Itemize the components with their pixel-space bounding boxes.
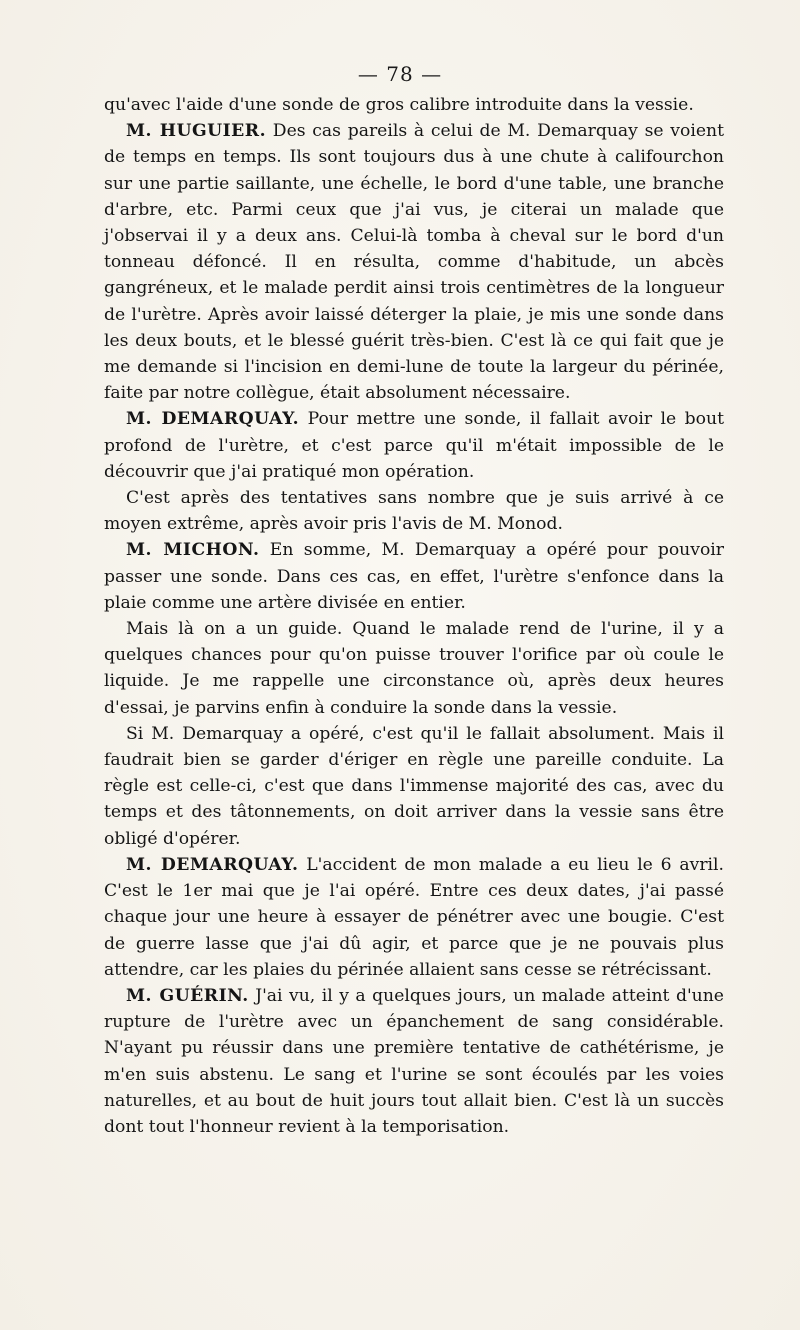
paragraph xyxy=(104,118,724,406)
speaker-name: M. GUÉRIN. xyxy=(126,985,249,1006)
paragraph xyxy=(104,616,724,721)
body-text xyxy=(104,92,724,1140)
speaker-name: M. MICHON. xyxy=(126,540,260,561)
page-number: — 78 — xyxy=(357,62,443,86)
paragraph-text: C'est après des tentatives sans nombre que je suis arrivé à ce moyen extrême, après avoir pris l'avis de M. Monod. xyxy=(104,488,724,535)
paragraph xyxy=(104,852,724,983)
paragraph-text: qu'avec l'aide d'une sonde de gros calibre introduite dans la vessie. xyxy=(104,95,694,115)
paragraph xyxy=(104,983,724,1140)
paragraph xyxy=(104,537,724,616)
paragraph-text: Des cas pareils à celui de M. Demarquay se voient de temps en temps. Ils sont toujours dus à une chute à califourchon sur une partie saillante, une échelle, le bord d'une table, une branche d'arbre, etc. Parmi ceux que j'ai vus, je citerai un malade que j'observai il y a deux ans. Celui-là tomba à cheval sur le bord d'un tonneau défoncé. Il en résulta, comme d'habitude, un abcès gangréneux, et le malade perdit ainsi trois centimètres de la longueur de l'urètre. Après avoir laissé déterger la plaie, je mis une sonde dans les deux bouts, et le blessé guérit très-bien. C'est là ce qui fait que je me demande si l'incision en demi-lune de toute la largeur du périnée, faite par notre collègue, était absolument nécessaire. xyxy=(104,121,725,404)
paragraph-text: Pour mettre une sonde, il fallait avoir le bout profond de l'urètre, et c'est parce qu'il m'était impossible de le découvrir que j'ai pratiqué mon opération. xyxy=(104,409,725,482)
paragraph xyxy=(104,485,724,537)
paragraph xyxy=(104,92,724,118)
paragraph-text: J'ai vu, il y a quelques jours, un malade atteint d'une rupture de l'urètre avec un épanchement de sang considérable. N'ayant pu réussir dans une première tentative de cathétérisme, je m'en suis abstenu. Le sang et l'urine se sont écoulés par les voies naturelles, et au bout de huit jours tout allait bien. C'est là un succès dont tout l'honneur revient à la temporisation. xyxy=(104,985,724,1137)
paragraph xyxy=(104,721,724,852)
speaker-name: M. DEMARQUAY. xyxy=(126,409,300,430)
paragraph-text: En somme, M. Demarquay a opéré pour pouvoir passer une sonde. Dans ces cas, en effet, l'urètre s'enfonce dans la plaie comme une artère divisée en entier. xyxy=(104,540,725,613)
paragraph xyxy=(104,406,724,485)
speaker-name: M. DEMARQUAY. xyxy=(126,854,299,875)
paragraph-text: L'accident de mon malade a eu lieu le 6 avril. C'est le 1er mai que je l'ai opéré. Entre ces deux dates, j'ai passé chaque jour une heure à essayer de pénétrer avec une bougie. C'est de guerre lasse que j'ai dû agir, et parce que je ne pouvais plus attendre, car les plaies du périnée allaient sans cesse se rétrécissant. xyxy=(104,854,725,980)
paragraph-text: Si M. Demarquay a opéré, c'est qu'il le fallait absolument. Mais il faudrait bien se garder d'ériger en règle une pareille conduite. La règle est celle-ci, c'est que dans l'immense majorité des cas, avec du temps et des tâtonnements, on doit arriver dans la vessie sans être obligé d'opérer. xyxy=(104,723,724,849)
paragraph-text: Mais là on a un guide. Quand le malade rend de l'urine, il y a quelques chances pour qu'on puisse trouver l'orifice par où coule le liquide. Je me rappelle une circonstance où, après deux heures d'essai, je parvins enfin à conduire la sonde dans la vessie. xyxy=(104,619,724,718)
speaker-name: M. HUGUIER. xyxy=(126,121,267,142)
